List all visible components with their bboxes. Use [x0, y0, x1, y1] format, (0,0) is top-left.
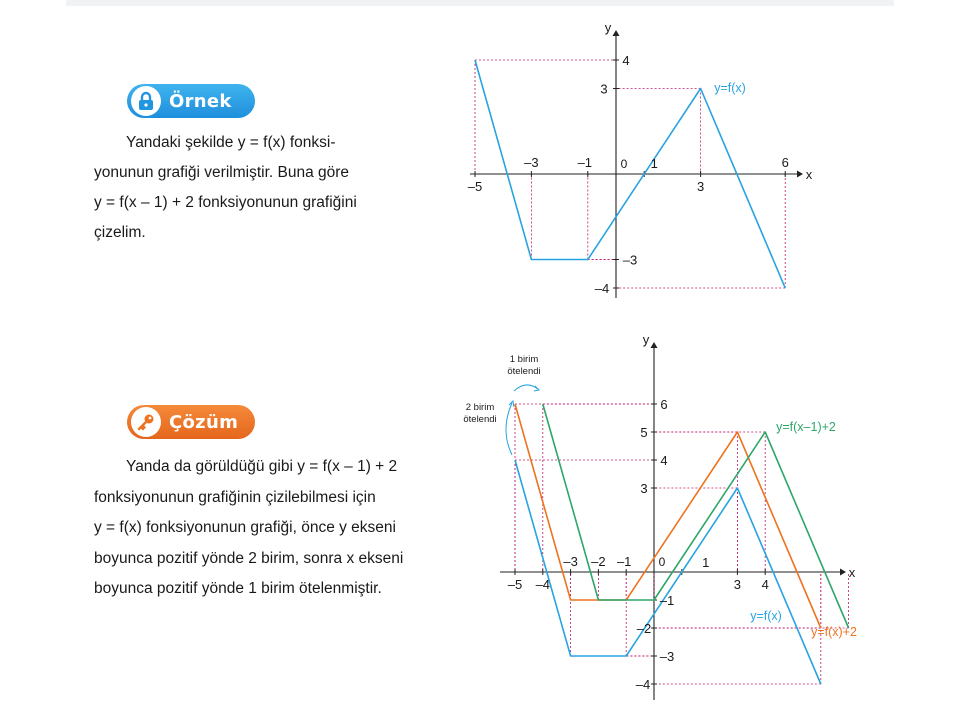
x-axis-arrow: [840, 569, 846, 576]
solution-line: boyunca pozitif yönde 1 birim ötelenmiştir.: [94, 580, 382, 597]
y-tick-label: –1: [659, 593, 675, 608]
x-tick-label: –2: [591, 554, 606, 569]
solution-line: Yanda da görüldüğü gibi y = f(x – 1) + 2: [126, 458, 398, 475]
y-axis-label: y: [642, 332, 650, 347]
series-label: y=f(x): [714, 81, 746, 95]
series-label: y=f(x)+2: [811, 625, 857, 639]
shift-y-arrow: [506, 403, 512, 455]
y-tick-label: 5: [640, 425, 648, 440]
x-tick-label: 6: [781, 155, 789, 170]
solution-line: y = f(x) fonksiyonunun grafiği, önce y ekseni: [94, 519, 396, 536]
y-tick-label: 4: [660, 453, 668, 468]
y-tick-label: –4: [635, 677, 651, 692]
y-tick-label: 3: [640, 481, 648, 496]
x-tick-label: 4: [761, 577, 769, 592]
shift-y-annotation: ötelendi: [463, 414, 497, 425]
x-tick-label: –5: [507, 577, 523, 592]
x-tick-label: 1: [650, 156, 658, 171]
x-tick-label: 3: [733, 577, 742, 592]
origin-label: 0: [620, 157, 628, 171]
x-axis-arrow: [797, 171, 803, 178]
x-axis-label: x: [848, 565, 856, 580]
y-tick-label: –3: [622, 252, 638, 268]
example-line: y = f(x – 1) + 2 fonksiyonunun grafiğini: [94, 194, 357, 211]
shift-x-annotation: ötelendi: [507, 366, 541, 377]
y-tick-label: 4: [622, 53, 630, 68]
solution-badge-label: Çözüm: [169, 411, 239, 433]
series-label: y=f(x): [750, 609, 782, 623]
y-axis-arrow: [613, 30, 620, 36]
solution-line: fonksiyonunun grafiğinin çizilebilmesi için: [94, 488, 376, 506]
example-badge-label: Örnek: [169, 90, 232, 112]
x-tick-label: –4: [535, 577, 551, 592]
shift-x-arrow: [514, 385, 538, 391]
y-tick-label: 3: [600, 81, 608, 97]
origin-label: 0: [658, 555, 666, 569]
shift-x-annotation: 1 birim: [509, 354, 539, 365]
y-tick-label: –2: [636, 621, 652, 636]
solution-line: boyunca pozitif yönde 2 birim, sonra x ekseni: [94, 549, 404, 567]
y-axis-label: y: [604, 20, 612, 35]
y-tick-label: –4: [594, 281, 610, 296]
example-line: yonunun grafiği verilmiştir. Buna göre: [94, 164, 350, 181]
x-tick-label: 1: [702, 555, 710, 570]
x-tick-label: –1: [577, 155, 593, 170]
example-line: Yandaki şekilde y = f(x) fonksi-: [126, 134, 336, 151]
y-tick-label: –3: [659, 649, 675, 664]
x-tick-label: –3: [524, 155, 539, 170]
shift-y-annotation: 2 birim: [465, 402, 495, 413]
example-line: çizelim.: [94, 224, 146, 241]
y-tick-label: 6: [660, 397, 668, 412]
series-line: [543, 404, 849, 628]
x-axis-label: x: [805, 167, 813, 182]
x-tick-label: –3: [563, 554, 578, 569]
x-tick-label: 3: [696, 179, 705, 194]
x-tick-label: –5: [467, 179, 483, 194]
x-tick-label: –1: [616, 554, 632, 569]
series-label: y=f(x–1)+2: [776, 420, 836, 434]
y-axis-arrow: [651, 342, 658, 348]
